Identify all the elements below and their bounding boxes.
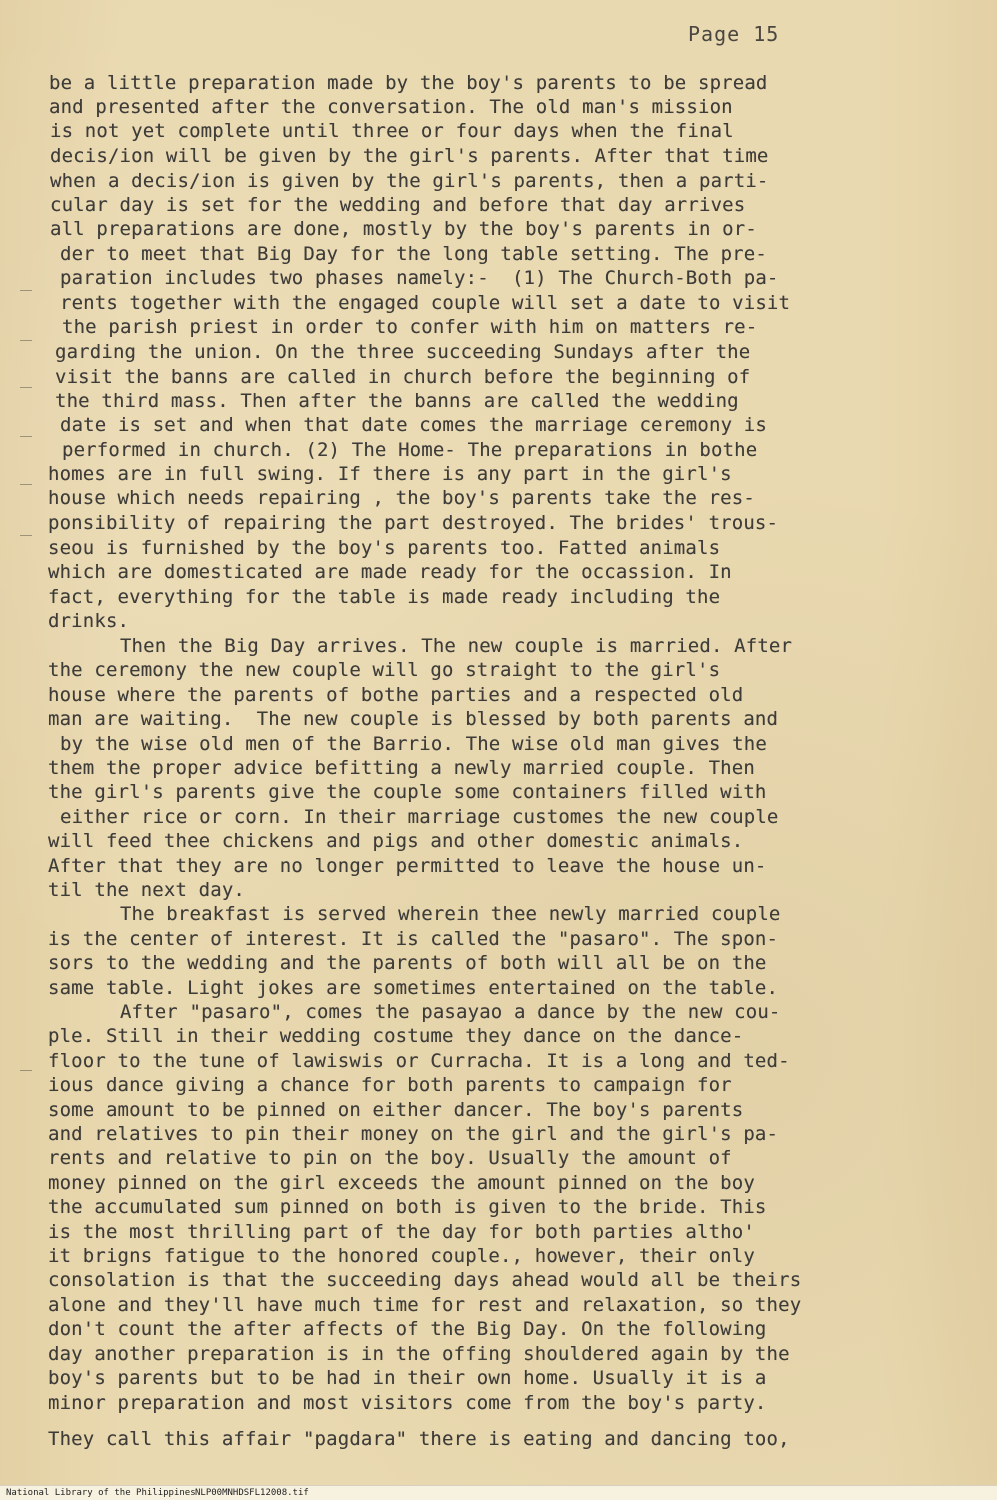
margin-mark: [20, 436, 32, 437]
text-line: cular day is set for the wedding and before that day arrives: [50, 194, 746, 216]
text-line: it brigns fatigue to the honored couple., however, their only: [48, 1245, 755, 1267]
margin-mark: [20, 1070, 32, 1071]
text-line: visit the banns are called in church before the beginning of: [55, 366, 751, 388]
text-line: garding the union. On the three succeeding Sundays after the: [55, 341, 751, 363]
text-line: minor preparation and most visitors come from the boy's party.: [48, 1392, 767, 1414]
text-line: paration includes two phases namely:- (1) The Church-Both pa-: [60, 267, 779, 289]
scan-footer: [0, 1485, 997, 1500]
text-line: them the proper advice befitting a newly married couple. Then: [48, 757, 755, 779]
text-line: money pinned on the girl exceeds the amount pinned on the boy: [48, 1172, 755, 1194]
text-line: don't count the after affects of the Big Day. On the following: [48, 1318, 767, 1340]
margin-mark: [20, 290, 32, 291]
page-number: Page 15: [688, 22, 780, 46]
text-line: be a little preparation made by the boy's parents to be spread: [49, 72, 768, 94]
text-line: seou is furnished by the boy's parents too. Fatted animals: [48, 537, 721, 559]
text-line: the girl's parents give the couple some containers filled with: [48, 781, 767, 803]
text-line: They call this affair "pagdara" there is eating and dancing too,: [48, 1428, 790, 1450]
text-line: homes are in full swing. If there is any part in the girl's: [48, 463, 732, 485]
margin-mark: [20, 535, 32, 536]
text-line: der to meet that Big Day for the long table setting. The pre-: [60, 243, 767, 265]
text-line: ponsibility of repairing the part destroyed. The brides' trous-: [48, 512, 779, 534]
margin-mark: [20, 387, 32, 388]
text-line: rents and relative to pin on the boy. Usually the amount of: [48, 1147, 732, 1169]
text-line: sors to the wedding and the parents of both will all be on the: [48, 952, 767, 974]
text-line: ple. Still in their wedding costume they dance on the dance-: [48, 1025, 744, 1047]
text-line: house where the parents of bothe parties and a respected old: [48, 684, 744, 706]
text-line: ious dance giving a chance for both parents to campaign for: [48, 1074, 732, 1096]
text-line: the accumulated sum pinned on both is given to the bride. This: [48, 1196, 767, 1218]
scan-file-id: NLP00MNHDSFL12008.tif: [195, 1488, 309, 1498]
text-line: performed in church. (2) The Home- The preparations in bothe: [62, 439, 758, 461]
text-line: date is set and when that date comes the marriage ceremony is: [60, 414, 767, 436]
text-line: same table. Light jokes are sometimes entertained on the table.: [48, 977, 779, 999]
text-line: After that they are no longer permitted to leave the house un-: [48, 855, 767, 877]
text-line: either rice or corn. In their marriage customes the new couple: [60, 806, 779, 828]
text-line: til the next day.: [48, 879, 246, 901]
text-line: will feed thee chickens and pigs and other domestic animals.: [48, 830, 744, 852]
text-line: decis/ion will be given by the girl's parents. After that time: [50, 145, 769, 167]
text-line: the parish priest in order to confer with him on matters re-: [62, 316, 758, 338]
text-line: house which needs repairing , the boy's parents take the res-: [48, 487, 755, 509]
text-line: rents together with the engaged couple will set a date to visit: [60, 292, 791, 314]
text-line: day another preparation is in the offing shouldered again by the: [48, 1343, 790, 1365]
text-line: man are waiting. The new couple is blessed by both parents and: [48, 708, 779, 730]
text-line: the third mass. Then after the banns are called the wedding: [55, 390, 739, 412]
text-line: Then the Big Day arrives. The new couple is married. After: [62, 635, 793, 657]
margin-mark: [20, 340, 32, 341]
text-line: After "pasaro", comes the pasayao a dance by the new cou-: [62, 1001, 781, 1023]
text-line: consolation is that the succeeding days ahead would all be theirs: [48, 1269, 802, 1291]
text-line: when a decis/ion is given by the girl's parents, then a parti-: [50, 170, 769, 192]
text-line: is the most thrilling part of the day for both parties altho': [48, 1221, 755, 1243]
text-line: which are domesticated are made ready for the occassion. In: [48, 561, 732, 583]
text-line: alone and they'll have much time for rest and relaxation, so they: [48, 1294, 802, 1316]
text-line: and presented after the conversation. The old man's mission: [49, 96, 733, 118]
text-line: boy's parents but to be had in their own home. Usually it is a: [48, 1367, 767, 1389]
text-line: floor to the tune of lawiswis or Curracha. It is a long and ted-: [48, 1050, 790, 1072]
text-line: is not yet complete until three or four days when the final: [50, 120, 734, 142]
text-line: by the wise old men of the Barrio. The wise old man gives the: [60, 733, 767, 755]
text-line: The breakfast is served wherein thee newly married couple: [62, 903, 781, 925]
library-credit: National Library of the Philippines: [6, 1488, 196, 1498]
text-line: and relatives to pin their money on the girl and the girl's pa-: [48, 1123, 779, 1145]
text-line: fact, everything for the table is made ready including the: [48, 586, 721, 608]
text-line: is the center of interest. It is called the "pasaro". The spon-: [48, 928, 779, 950]
margin-mark: [20, 484, 32, 485]
text-line: some amount to be pinned on either dancer. The boy's parents: [48, 1099, 744, 1121]
text-line: the ceremony the new couple will go straight to the girl's: [48, 659, 721, 681]
text-line: drinks.: [48, 610, 130, 632]
text-line: all preparations are done, mostly by the boy's parents in or-: [50, 218, 757, 240]
